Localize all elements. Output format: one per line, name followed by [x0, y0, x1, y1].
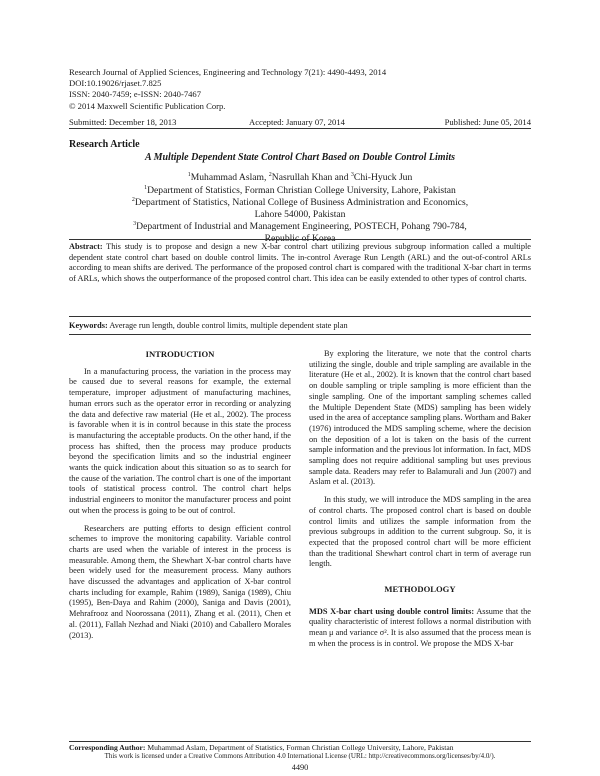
footer-rule [69, 741, 531, 742]
methodology-heading: METHODOLOGY [384, 584, 456, 595]
keywords [69, 321, 531, 332]
keywords-label: Keywords: [69, 321, 108, 330]
author-1: Muhammad Aslam, [190, 172, 269, 183]
abstract [69, 242, 531, 285]
keywords-rule [69, 334, 531, 335]
introduction-heading: INTRODUCTION [145, 349, 215, 359]
copyright: © 2014 Maxwell Scientific Publication Corp. [69, 100, 226, 111]
license-note: This work is licensed under a Creative Commons Attribution 4.0 International License (URL: http://creativecommons.org/licenses/by/4.0/). [104, 752, 496, 760]
affiliation-1-text: Department of Statistics, Forman Christian College University, Lahore, Pakistan [147, 185, 456, 196]
abstract-bottom-rule [69, 316, 531, 317]
affiliation-1-sup: 1 [144, 184, 148, 191]
intro-paragraph-1: In a manufacturing process, the variation in the process may be caused due to several reasons for example, the external temperature, improper adjustment of manufacturing machines, human errors such as the operator error in recording or analyzing the data and defective raw material (He et al., 2002). The process is favorable when it is in control because in this state the process is manufacturing the acceptable products. On the other hand, if the process has shifted, then the process may produce products beyond the specification limits and so the industrial engineer wants the quick indication about this situation so as to search for the cause of the variation. The control chart is one of the important tools of statistical process control. The control chart helps industrial engineers to monitor the manufacturer process and point out when the process is going to be out of control. [69, 366, 291, 515]
keywords-text: Average run length, double control limits, multiple dependent state plan [109, 321, 348, 330]
intro-paragraph-2: Researchers are putting efforts to design efficient control schemes to improve the monitoring capability. Variable control charts are used when the variable of interest in the process is measurable. Among them, the Shewhart X-bar control charts have been widely used for the measurement process. Many authors have discussed the advantages and application of X-bar control charts including for example, Rahim (1989), Saniga (1989), Chiu (1995), Ben-Daya and Rahim (2000), Saniga and Davis (2001), Mehrafrooz and Noorossana (2011), Zhang et al. (2011), Chen et al. (2011), Fallah Nezhad and Niaki (2010) and Caballero Morales (2013). [69, 523, 291, 640]
right-paragraph-2: In this study, we will introduce the MDS sampling in the area of control charts. The proposed control chart is based on double control limits and utilizes the sample information from the previous subgroups in addition to the current subgroup. So, it is expected that the proposed control chart will be more efficient than the traditional Shewhart control chart in term of average run length. [309, 495, 531, 569]
accepted-date: Accepted: January 07, 2014 [249, 117, 345, 127]
paper-title: A Multiple Dependent State Control Chart Based on Double Control Limits [144, 152, 456, 163]
journal-citation: Research Journal of Applied Sciences, Engineering and Technology 7(21): 4490-4493, 2014 [69, 67, 387, 77]
corr-text: Muhammad Aslam, Department of Statistics, Forman Christian College University, Lahore, Pakistan [147, 743, 454, 752]
right-column [309, 349, 531, 650]
affiliation-2-line2: Lahore 54000, Pakistan [254, 209, 346, 220]
methodology-body [309, 607, 531, 650]
affiliation-2-text: Department of Statistics, National College of Business Administration and Economics, [134, 197, 469, 208]
issn: ISSN: 2040-7459; e-ISSN: 2040-7467 [69, 89, 202, 100]
left-column [69, 349, 291, 641]
author-3-sup: 3 [350, 171, 354, 178]
mds-subheading: MDS X-bar chart using double control limits: [309, 606, 475, 616]
journal-header [69, 67, 539, 112]
methodology-paragraph: Assume that the quality characteristic of interest follows a normal distribution with mean μ and variance σ². It is also assumed that the process mean is m when the process is in control. We propose the MDS X-bar [309, 606, 531, 648]
doi: DOI:10.19026/rjaset.7.825 [69, 78, 162, 89]
author-list [69, 172, 531, 184]
page-number: 4490 [291, 763, 309, 772]
author-3: Chi-Hyuck Jun [353, 172, 413, 183]
corr-label: Corresponding Author: [69, 743, 146, 752]
author-2-sup: 2 [268, 171, 272, 178]
right-paragraph-1: By exploring the literature, we note that the control charts utilizing the single, double and triple sampling are available in the literature (He et al., 2002). It is known that the control chart based on double sampling or triple sampling is more efficient than the single sampling. One of the important sampling schemes called the Multiple Dependent State (MDS) sampling has been widely used in the area of acceptance sampling plans. Wortham and Baker (1976) introduced the MDS sampling scheme, where the decision on the deposition of a lot is taken on the basis of the current sample information and the previous lot information. In fact, MDS sampling does not require additional sampling but uses previous sample data. Readers may refer to Balamurali and Jun (2007) and Aslam et al. (2013). [309, 349, 531, 487]
affiliation-3-text: Department of Industrial and Management Engineering, POSTECH, Pohang 790-784, [136, 221, 467, 232]
abstract-label: Abstract: [69, 242, 103, 251]
article-type: Research Article [69, 139, 140, 150]
author-1-sup: 1 [187, 171, 191, 178]
submitted-date: Submitted: December 18, 2013 [69, 117, 177, 127]
affiliation-1 [69, 185, 531, 197]
affiliation-2-sup: 2 [131, 196, 135, 203]
abstract-top-rule [69, 239, 531, 240]
header-rule [69, 128, 531, 129]
abstract-text: This study is to propose and design a new X-bar control chart utilizing previous subgroup information called a multiple dependent state control chart based on double control limits. The in-control Average Run Length (ARL) and the out-of-control ARLs according to mean shifts are derived. The performance of the proposed control chart is compared with the traditional X-bar chart in terms of ARLs, which shows the outperformance of the proposed control chart. This idea can be easily extended to other types of control charts. [69, 242, 531, 284]
affiliation-3-line2: Republic of Korea [264, 233, 336, 244]
affiliation-3-sup: 3 [133, 220, 137, 227]
affiliation-2 [69, 197, 531, 221]
author-2: Nasrullah Khan and [271, 172, 351, 183]
published-date: Published: June 05, 2014 [444, 117, 531, 127]
